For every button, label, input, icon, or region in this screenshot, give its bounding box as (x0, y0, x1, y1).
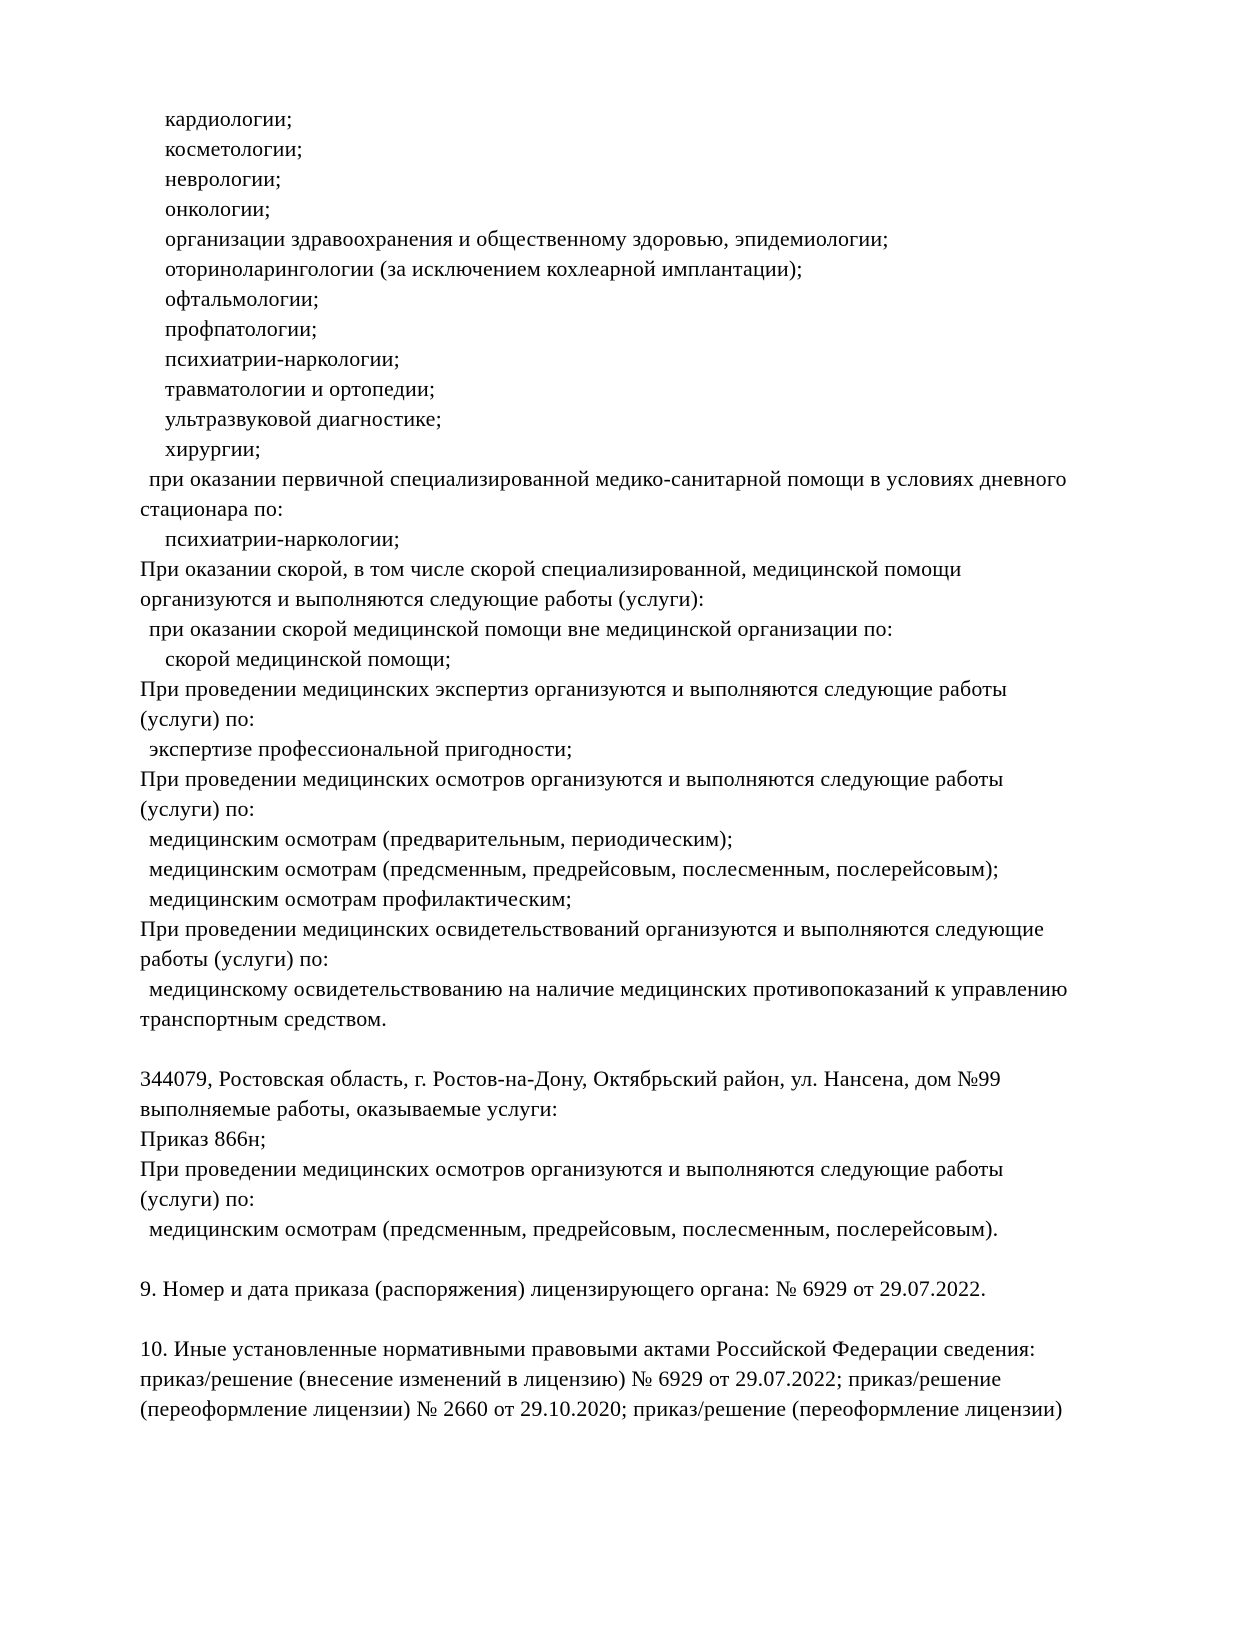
text-line: неврологии; (165, 166, 282, 191)
text-line: скорой медицинской помощи; (165, 646, 452, 671)
text-line: хирургии; (165, 436, 261, 461)
text-line: транспортным средством. (140, 1006, 387, 1031)
text-line: при оказании скорой медицинской помощи вне медицинской организации по: (149, 616, 894, 641)
text-line: медицинским осмотрам профилактическим; (149, 886, 572, 911)
text-line: организации здравоохранения и общественному здоровью, эпидемиологии; (165, 226, 889, 251)
text-line: При проведении медицинских экспертиз организуются и выполняются следующие работы (140, 676, 1008, 701)
text-line: онкологии; (165, 196, 271, 221)
text-line: 344079, Ростовская область, г. Ростов-на-Дону, Октябрьский район, ул. Нансена, дом №99 (140, 1066, 1001, 1091)
text-line: Приказ 866н; (140, 1126, 267, 1151)
text-line: При проведении медицинских осмотров организуются и выполняются следующие работы (140, 766, 1004, 791)
text-line: медицинским осмотрам (предсменным, предрейсовым, послесменным, послерейсовым). (149, 1216, 999, 1241)
text-line: офтальмологии; (165, 286, 320, 311)
text-line: психиатрии-наркологии; (165, 526, 400, 551)
text-line: (услуги) по: (140, 796, 255, 821)
text-line: При проведении медицинских осмотров организуются и выполняются следующие работы (140, 1156, 1004, 1181)
text-line: (переоформление лицензии) № 2660 от 29.10.2020; приказ/решение (переоформление лицензии) (140, 1396, 1063, 1421)
text-line: медицинскому освидетельствованию на наличие медицинских противопоказаний к управлению (149, 976, 1068, 1001)
text-line: оториноларингологии (за исключением кохлеарной имплантации); (165, 256, 803, 281)
blank-line (140, 1244, 1122, 1274)
text-line: (услуги) по: (140, 1186, 255, 1211)
text-line: психиатрии-наркологии; (165, 346, 400, 371)
text-line: экспертизе профессиональной пригодности; (149, 736, 573, 761)
text-line: косметологии; (165, 136, 303, 161)
text-line: 9. Номер и дата приказа (распоряжения) лицензирующего органа: № 6929 от 29.07.2022. (140, 1276, 987, 1301)
text-line: выполняемые работы, оказываемые услуги: (140, 1096, 558, 1121)
text-line: травматологии и ортопедии; (165, 376, 436, 401)
blank-line (140, 1304, 1122, 1334)
text-line: при оказании первичной специализированной медико-санитарной помощи в условиях дневного (149, 466, 1067, 491)
text-line: медицинским осмотрам (предсменным, предрейсовым, послесменным, послерейсовым); (149, 856, 999, 881)
text-line: (услуги) по: (140, 706, 255, 731)
text-line: ультразвуковой диагностике; (165, 406, 442, 431)
text-line: профпатологии; (165, 316, 318, 341)
text-line: организуются и выполняются следующие работы (услуги): (140, 586, 705, 611)
text-line: При проведении медицинских освидетельствований организуются и выполняются следующие (140, 916, 1045, 941)
text-line: приказ/решение (внесение изменений в лицензию) № 6929 от 29.07.2022; приказ/решение (140, 1366, 1002, 1391)
text-line: стационара по: (140, 496, 284, 521)
document-text (140, 104, 1122, 1424)
text-line: При оказании скорой, в том числе скорой специализированной, медицинской помощи (140, 556, 962, 581)
text-line: 10. Иные установленные нормативными правовыми актами Российской Федерации сведения: (140, 1336, 1036, 1361)
text-line: кардиологии; (165, 106, 293, 131)
text-line: медицинским осмотрам (предварительным, периодическим); (149, 826, 734, 851)
blank-line (140, 1034, 1122, 1064)
text-line: работы (услуги) по: (140, 946, 329, 971)
